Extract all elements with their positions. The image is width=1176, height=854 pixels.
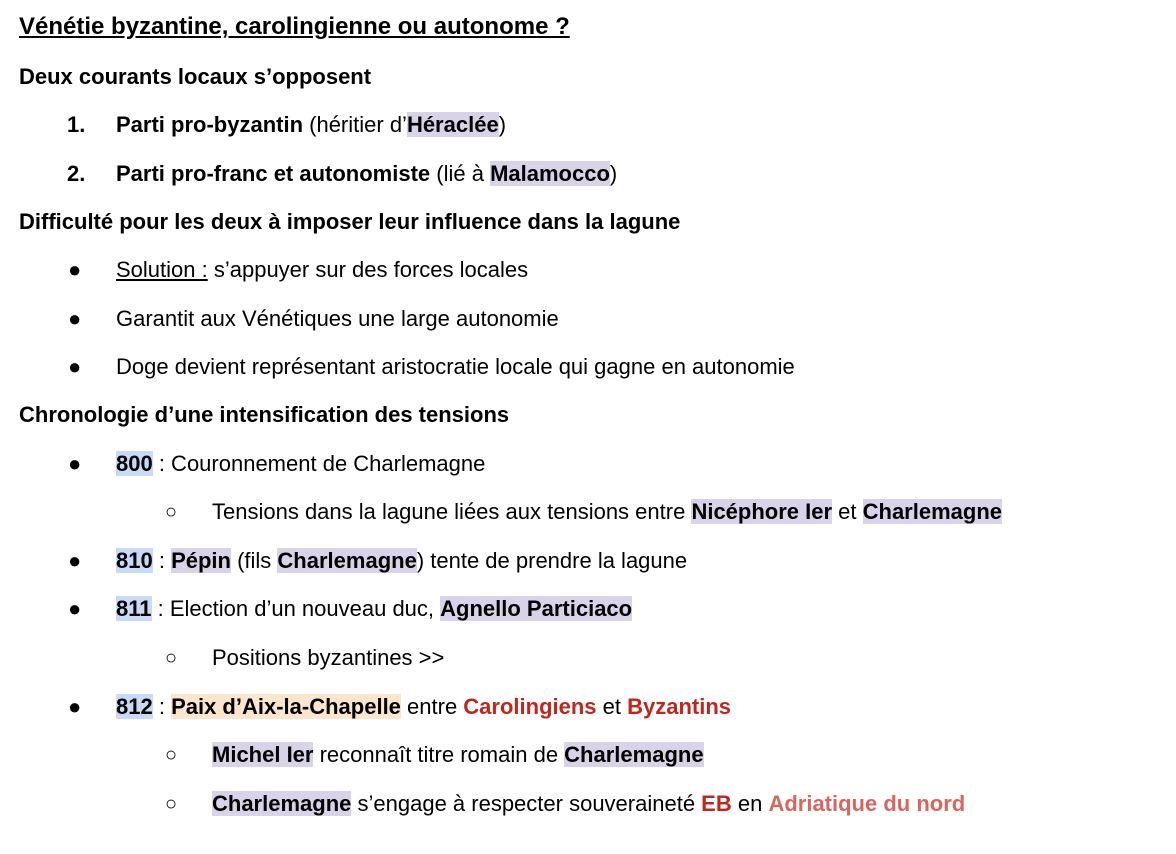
list-item-text [116, 594, 632, 624]
list-item-text [116, 159, 617, 189]
text-fragment: entre [400, 694, 464, 719]
highlight-name: Malamocco [490, 161, 610, 186]
year-badge: 800 [116, 451, 153, 476]
circle-bullet-icon: ○ [165, 647, 178, 669]
text-fragment: : Couronnement de Charlemagne [152, 451, 486, 476]
bullet-icon: ● [68, 596, 82, 621]
highlight-name: Charlemagne [862, 499, 1003, 524]
underlined-label: Solution : [116, 257, 208, 282]
text-fragment: s’engage à respecter souveraineté [351, 791, 702, 816]
highlight-name: Charlemagne [212, 791, 352, 816]
highlight-name: Héraclée [406, 112, 499, 137]
list-number: 1. [67, 112, 86, 137]
text-fragment: s’appuyer sur des forces locales [207, 257, 529, 282]
list-number: 2. [67, 161, 86, 186]
party-label: Parti pro-franc et autonomiste [116, 161, 431, 186]
text-fragment: et [596, 694, 628, 719]
section-heading-courants: Deux courants locaux s’opposent [19, 64, 372, 89]
list-item-text [116, 692, 731, 722]
text-fragment: Tensions dans la lagune liées aux tensions entre [212, 499, 692, 524]
list-item-text: Doge devient représentant aristocratie locale qui gagne en autonomie [116, 354, 795, 379]
text-fragment: : [152, 694, 172, 719]
highlight-name: Charlemagne [277, 548, 417, 573]
red-term: Carolingiens [463, 694, 597, 719]
text-fragment: reconnaît titre romain de [313, 742, 565, 767]
year-badge: 812 [116, 694, 153, 719]
list-item-text [212, 497, 1002, 527]
text-fragment: (lié à [430, 161, 491, 186]
list-item-text [212, 740, 704, 770]
text-fragment: (fils [230, 548, 278, 573]
page-title: Vénétie byzantine, carolingienne ou autonome ? [19, 13, 570, 40]
year-badge: 810 [116, 548, 153, 573]
bullet-icon: ● [68, 306, 82, 331]
text-fragment: en [731, 791, 769, 816]
text-fragment: (héritier d’ [303, 112, 407, 137]
section-heading-difficulte: Difficulté pour les deux à imposer leur influence dans la lagune [19, 209, 681, 234]
text-fragment: ) tente de prendre la lagune [416, 548, 688, 573]
bullet-icon: ● [68, 451, 82, 476]
list-item-text [212, 789, 965, 819]
list-item-text [116, 449, 485, 479]
list-item-text [116, 110, 506, 140]
list-item-text [116, 546, 687, 576]
list-item-text: Garantit aux Vénétiques une large autonomie [116, 306, 559, 331]
bullet-icon: ● [68, 257, 82, 282]
section-heading-chronologie: Chronologie d’une intensification des tensions [19, 402, 510, 427]
text-fragment: : [152, 548, 172, 573]
highlight-name: Charlemagne [564, 742, 704, 767]
circle-bullet-icon: ○ [165, 744, 178, 766]
year-badge: 811 [116, 596, 152, 621]
red-term: Byzantins [627, 694, 732, 719]
text-fragment: : Election d’un nouveau duc, [151, 596, 441, 621]
circle-bullet-icon: ○ [165, 501, 178, 523]
bullet-icon: ● [68, 694, 82, 719]
highlight-name: Pépin [171, 548, 231, 573]
list-item-text: Positions byzantines >> [212, 645, 445, 670]
red-term-light: Adriatique du nord [768, 791, 966, 816]
bullet-icon: ● [68, 548, 82, 573]
text-fragment: ) [498, 112, 507, 137]
list-item-text [116, 255, 528, 285]
highlight-name: Nicéphore Ier [691, 499, 833, 524]
highlight-name: Agnello Particiaco [440, 596, 633, 621]
bullet-icon: ● [68, 354, 82, 379]
treaty-highlight: Paix d’Aix-la-Chapelle [171, 694, 401, 719]
text-fragment: et [832, 499, 863, 524]
red-term: EB [701, 791, 732, 816]
highlight-name: Michel Ier [212, 742, 314, 767]
party-label: Parti pro-byzantin [116, 112, 304, 137]
circle-bullet-icon: ○ [165, 793, 178, 815]
text-fragment: ) [609, 161, 618, 186]
